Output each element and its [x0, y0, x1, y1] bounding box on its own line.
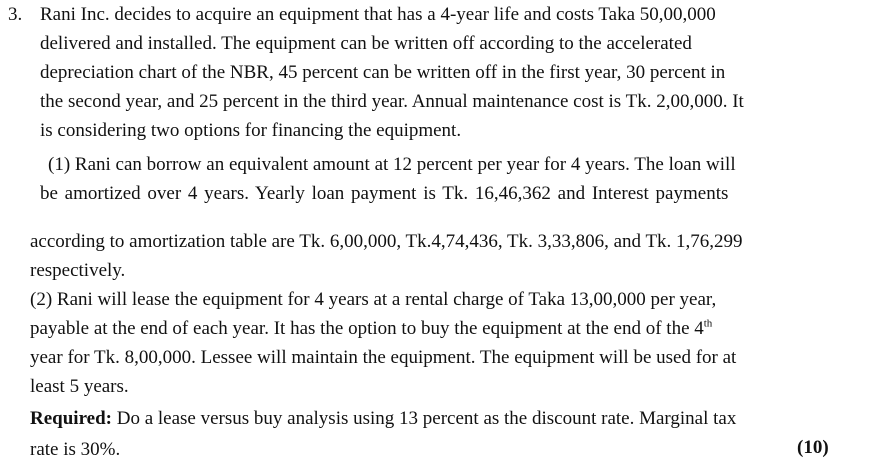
intro-line: depreciation chart of the NBR, 45 percent can be written off in the first year, 30 percent in	[40, 62, 726, 83]
option2-line	[30, 317, 712, 341]
option1-line: according to amortization table are Tk. 6,00,000, Tk.4,74,436, Tk. 3,33,806, and Tk. 1,76,299	[30, 231, 743, 252]
intro-line: is considering two options for financing the equipment.	[40, 120, 462, 141]
option2-text: payable at the end of each year. It has the option to buy the equipment at the end of the 4	[30, 318, 704, 339]
ordinal-superscript: th	[703, 317, 713, 330]
intro-line: delivered and installed. The equipment can be written off according to the accelerated	[40, 33, 692, 54]
marks: (10)	[797, 437, 829, 458]
question-number: 3.	[8, 4, 23, 25]
intro-line: the second year, and 25 percent in the third year. Annual maintenance cost is Tk. 2,00,000. It	[40, 91, 744, 112]
required-label: Required:	[30, 408, 112, 429]
option1-line: respectively.	[30, 260, 126, 281]
required-line	[30, 407, 736, 431]
option1-line: be amortized over 4 years. Yearly loan payment is Tk. 16,46,362 and Interest payments	[40, 183, 729, 204]
option1-line: (1) Rani can borrow an equivalent amount at 12 percent per year for 4 years. The loan will	[48, 154, 736, 175]
option2-line: least 5 years.	[30, 376, 129, 397]
required-text: Do a lease versus buy analysis using 13 percent as the discount rate. Marginal tax	[116, 408, 737, 429]
option2-line: (2) Rani will lease the equipment for 4 years at a rental charge of Taka 13,00,000 per year,	[30, 289, 717, 310]
intro-text: Rani Inc. decides to acquire an equipment that has a 4-year life and costs Taka 50,00,000	[40, 4, 716, 25]
option2-line: year for Tk. 8,00,000. Lessee will maintain the equipment. The equipment will be used for at	[30, 347, 737, 368]
intro-line	[40, 3, 873, 27]
required-line: rate is 30%.	[30, 439, 121, 460]
